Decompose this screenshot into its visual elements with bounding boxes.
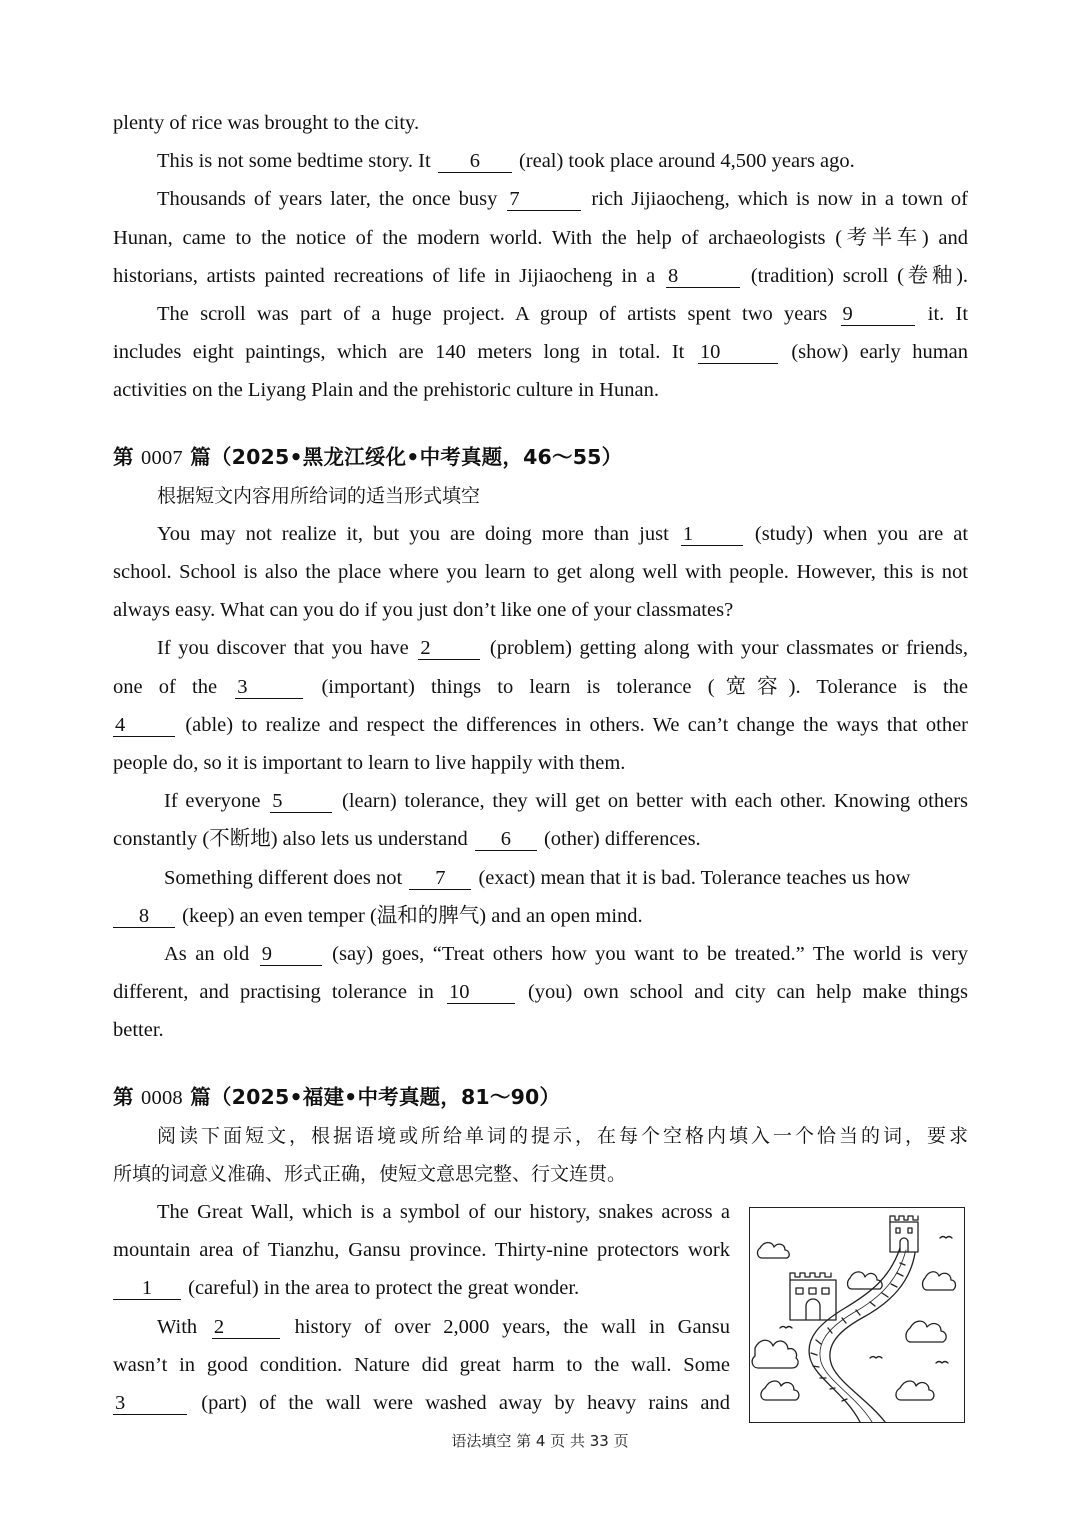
blank-b10[interactable]: 10 xyxy=(447,981,515,1004)
passage-c-instruction-2: 所填的词意义准确、形式正确，使短文意思完整、行文连贯。 xyxy=(113,1162,627,1185)
blank-b9[interactable]: 9 xyxy=(260,943,322,966)
blank-b1[interactable]: 1 xyxy=(681,523,743,546)
passage-b-line-10: Something different does not 7 (exact) mean that it is bad. Tolerance teaches us how xyxy=(164,866,911,889)
blank-c1[interactable]: 1 xyxy=(113,1277,181,1300)
blank-a10[interactable]: 10 xyxy=(698,341,778,364)
passage-c-text xyxy=(113,1193,730,1422)
blank-a7[interactable]: 7 xyxy=(507,188,581,211)
blank-c2[interactable]: 2 xyxy=(212,1316,280,1339)
passage-c-heading: 第 0008 篇（2025•福建•中考真题，81～90） xyxy=(113,1084,561,1109)
passage-b-line-5: one of the 3 (important) things to learn is tolerance (宽容). Tolerance is the xyxy=(113,675,969,698)
passage-b-instruction: 根据短文内容用所给词的适当形式填空 xyxy=(157,484,481,507)
blank-b6[interactable]: 6 xyxy=(475,828,537,851)
passage-a-line-2: This is not some bedtime story. It 6 (real) took place around 4,500 years ago. xyxy=(157,150,855,173)
passage-a-line-1: plenty of rice was brought to the city. xyxy=(113,112,420,134)
passage-a-line-3: Thousands of years later, the once busy 7 rich Jijiaocheng, which is now in a town of xyxy=(157,188,969,211)
passage-b-line-6: 4 (able) to realize and respect the differences in others. We can’t change the ways that other xyxy=(115,713,968,736)
passage-b-line-12: As an old 9 (say) goes, “Treat others how you want to be treated.” The world is very xyxy=(164,943,969,966)
blank-a8[interactable]: 8 xyxy=(666,265,740,288)
passage-b-line-7: people do, so it is important to learn to live happily with them. xyxy=(113,752,626,775)
passage-a-line-4: Hunan, came to the notice of the modern world. With the help of archaeologists (考半车) and xyxy=(113,226,968,249)
passage-c-line-3: 1 (careful) in the area to protect the great wonder. xyxy=(113,1269,730,1307)
great-wall-illustration-icon xyxy=(749,1207,965,1423)
blank-a6[interactable]: 6 xyxy=(438,150,512,173)
passage-a-line-5: historians, artists painted recreations of life in Jijiaocheng in a 8 (tradition) scroll (卷釉). xyxy=(113,264,969,287)
passage-b-line-9: constantly (不断地) also lets us understand 6 (other) differences. xyxy=(113,828,701,851)
blank-a9[interactable]: 9 xyxy=(841,303,915,326)
passage-a-line-6: The scroll was part of a huge project. A group of artists spent two years 9 it. It xyxy=(157,303,969,326)
passage-c-instruction-1: 阅读下面短文，根据语境或所给单词的提示，在每个空格内填入一个恰当的词，要求 xyxy=(157,1124,968,1147)
passage-b-line-11: 8 (keep) an even temper (温和的脾气) and an open mind. xyxy=(113,897,968,935)
passage-c-line-5: wasn’t in good condition. Nature did great harm to the wall. Some xyxy=(113,1353,730,1376)
passage-a-line-8: activities on the Liyang Plain and the prehistoric culture in Hunan. xyxy=(113,379,659,402)
passage-c-line-2: mountain area of Tianzhu, Gansu province. Thirty-nine protectors work xyxy=(113,1239,730,1262)
blank-b5[interactable]: 5 xyxy=(270,790,332,813)
blank-b3[interactable]: 3 xyxy=(235,676,303,699)
passage-a-line-7: includes eight paintings, which are 140 meters long in total. It 10 (show) early human xyxy=(113,341,969,364)
passage-b-line-3: always easy. What can you do if you just don’t like one of your classmates? xyxy=(113,599,734,622)
blank-b2[interactable]: 2 xyxy=(418,637,480,660)
passage-b-line-1: You may not realize it, but you are doing more than just 1 (study) when you are at xyxy=(157,522,969,545)
blank-b8[interactable]: 8 xyxy=(113,905,175,928)
passage-b-line-14: better. xyxy=(113,1019,164,1042)
blank-b4[interactable]: 4 xyxy=(113,714,175,737)
blank-c3[interactable]: 3 xyxy=(113,1392,187,1415)
passage-b-line-8: If everyone 5 (learn) tolerance, they will get on better with each other. Knowing others xyxy=(164,790,968,813)
passage-c-line-6: 3 (part) of the wall were washed away by heavy rains and xyxy=(115,1392,731,1415)
passage-b-line-2: school. School is also the place where you learn to get along well with people. However, this is not xyxy=(113,561,968,584)
passage-c-line-1: The Great Wall, which is a symbol of our history, snakes across a xyxy=(157,1201,730,1224)
passage-c-line-4: With 2 history of over 2,000 years, the wall in Gansu xyxy=(157,1315,731,1338)
passage-b-line-13: different, and practising tolerance in 10 (you) own school and city can help make things xyxy=(113,981,969,1004)
passage-b-heading: 第 0007 篇（2025•黑龙江绥化•中考真题，46～55） xyxy=(113,444,623,469)
blank-b7[interactable]: 7 xyxy=(409,867,471,890)
passage-b-line-4: If you discover that you have 2 (problem) getting along with your classmates or friends, xyxy=(157,637,969,660)
page-footer: 语法填空 第 4 页 共 33 页 xyxy=(451,1432,629,1450)
